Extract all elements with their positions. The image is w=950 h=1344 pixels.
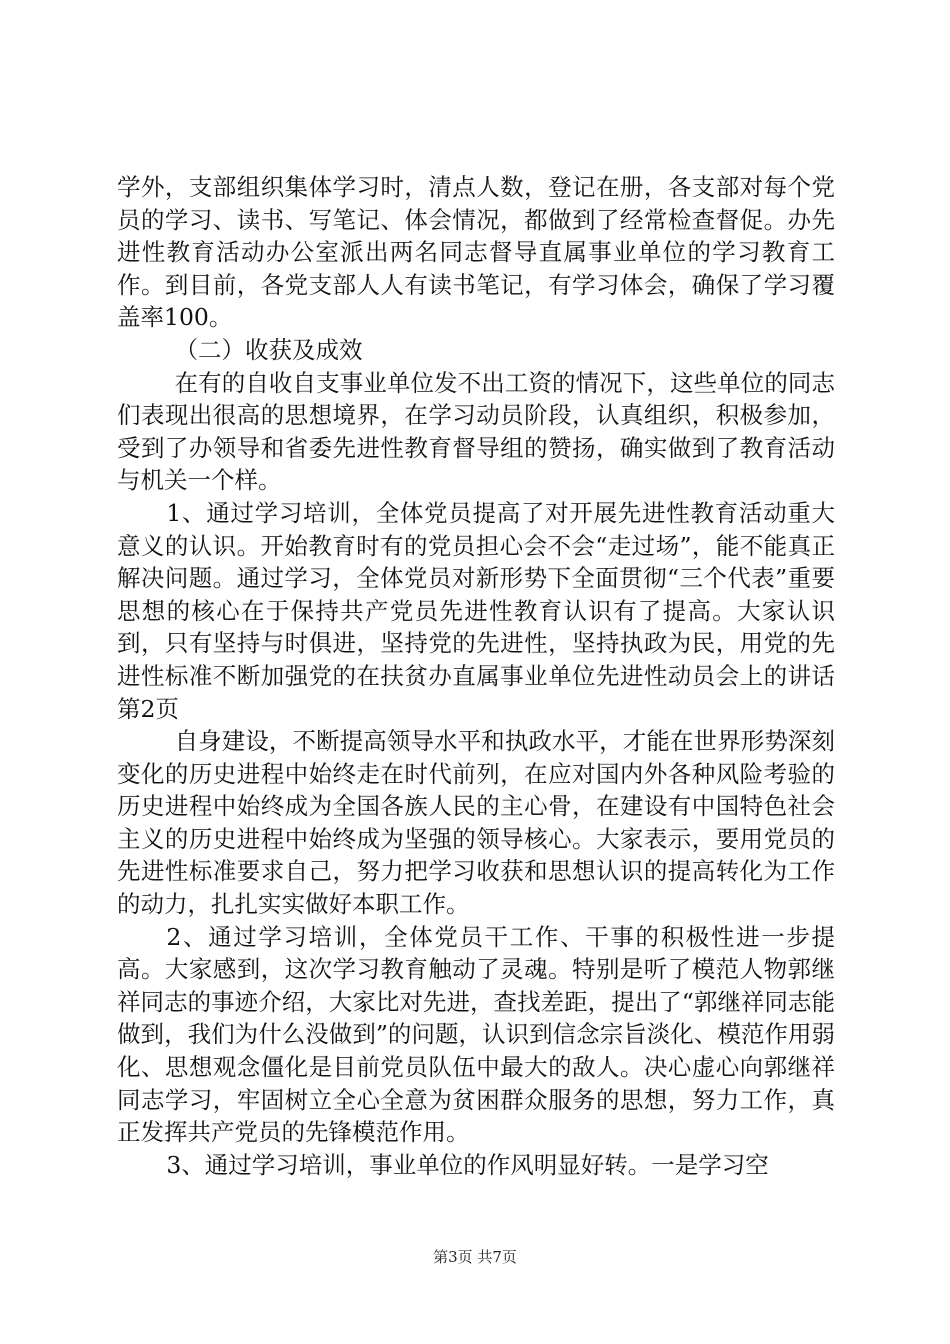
page-footer: 第3页 共7页	[433, 1248, 517, 1266]
paragraph-continuation: 学外，支部组织集体学习时，清点人数，登记在册，各支部对每个党员的学习、读书、写笔记、体会情况，都做到了经常检查督促。办先进性教育活动办公室派出两名同志督导直属事业单位的学习教育工作。到目前，各党支部人人有读书笔记，有学习体会，确保了学习覆盖率100。	[117, 173, 835, 332]
paragraph: 在有的自收自支事业单位发不出工资的情况下，这些单位的同志们表现出很高的思想境界，在学习动员阶段，认真组织，积极参加，受到了办领导和省委先进性教育督导组的赞扬，确实做到了教育活动与机关一个样。	[117, 368, 835, 495]
numbered-paragraph-3: 3、通过学习培训，事业单位的作风明显好转。一是学习空	[166, 1150, 769, 1179]
paragraph: 自身建设，不断提高领导水平和执政水平，才能在世界形势深刻变化的历史进程中始终走在时代前列，在应对国内外各种风险考验的历史进程中始终成为全国各族人民的主心骨，在建设有中国特色社会主义的历史进程中始终成为坚强的领导核心。大家表示，要用党员的先进性标准要求自己，努力把学习收获和思想认识的提高转化为工作的动力，扎扎实实做好本职工作。	[117, 727, 835, 919]
numbered-paragraph-1: 1、通过学习培训，全体党员提高了对开展先进性教育活动重大意义的认识。开始教育时有的党员担心会不会“走过场”，能不能真正解决问题。通过学习，全体党员对新形势下全面贯彻“三个代表”重要思想的核心在于保持共产党员先进性教育认识有了提高。大家认识到，只有坚持与时俱进，坚持党的先进性，坚持执政为民，用党的先进性标准不断加强党的在扶贫办直属事业单位先进性动员会上的讲话第2页	[117, 498, 835, 723]
section-heading: （二）收获及成效	[174, 335, 363, 364]
document-body	[117, 171, 835, 1181]
numbered-paragraph-2: 2、通过学习培训，全体党员干工作、干事的积极性进一步提高。大家感到，这次学习教育触动了灵魂。特别是听了模范人物郭继祥同志的事迹介绍，大家比对先进，查找差距，提出了“郭继祥同志能做到，我们为什么没做到”的问题，认识到信念宗旨淡化、模范作用弱化、思想观念僵化是目前党员队伍中最大的敌人。决心虚心向郭继祥同志学习，牢固树立全心全意为贫困群众服务的思想，努力工作，真正发挥共产党员的先锋模范作用。	[117, 922, 835, 1147]
